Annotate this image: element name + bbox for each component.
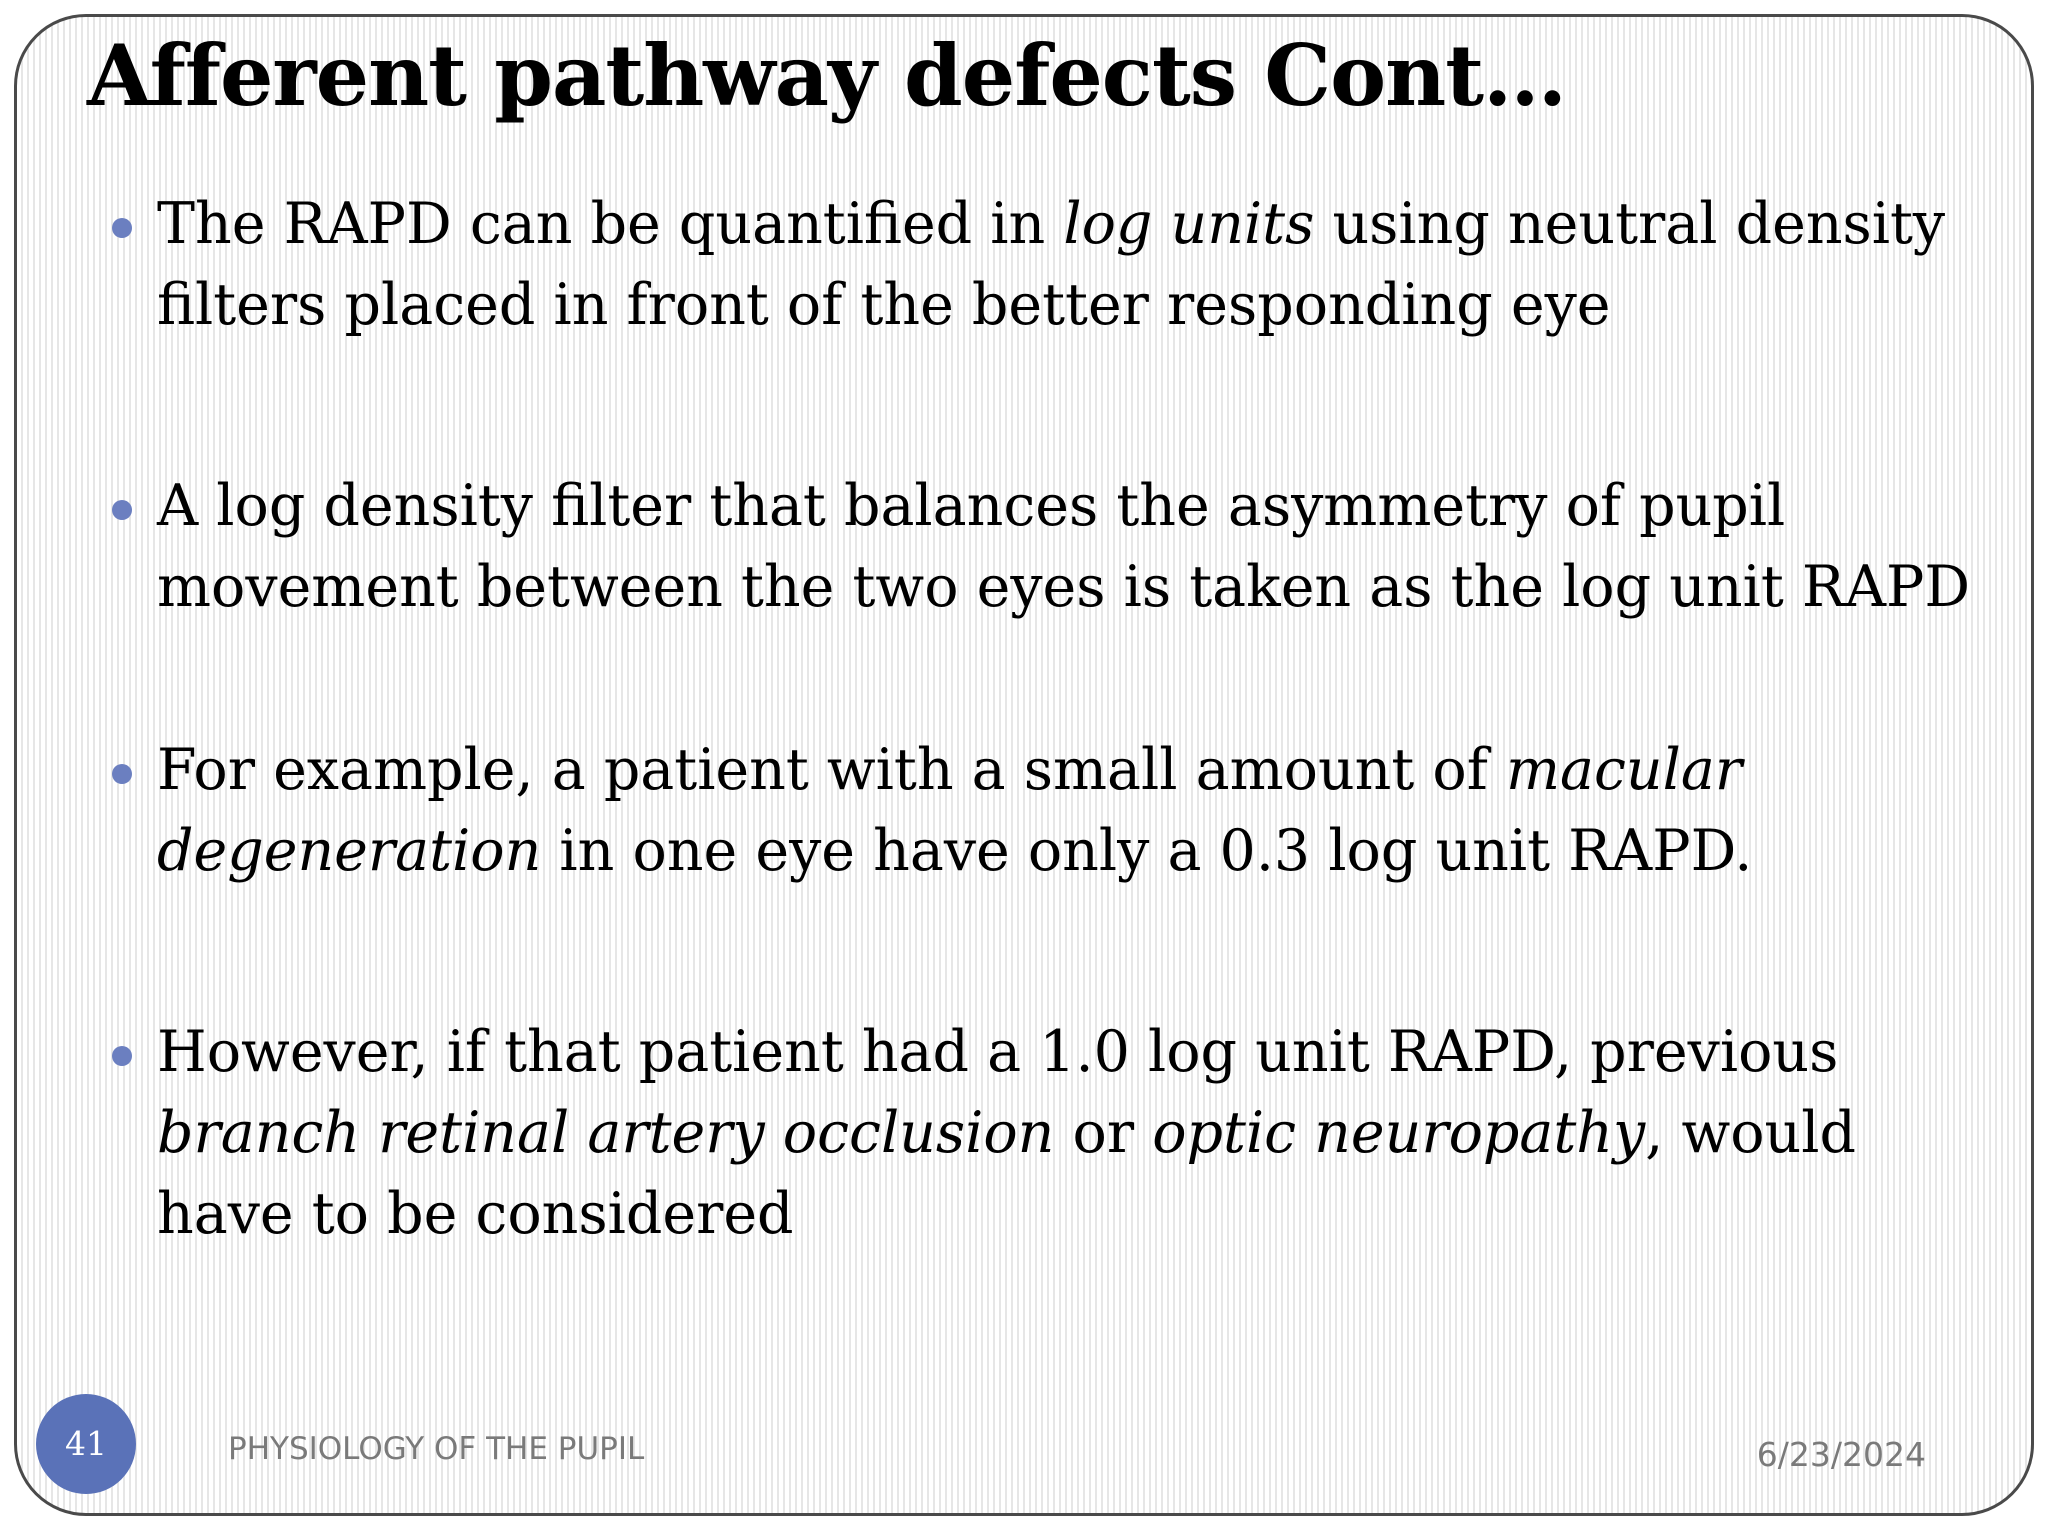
bullet-item [157,466,1987,628]
bullet-text-segment-italic: branch retinal artery occlusion [157,1100,1055,1166]
bullet-text-segment: A log density filter that balances the asymmetry of pupil movement between the two eyes is taken as the log unit RAPD [157,473,1971,620]
bullet-text-segment: However, if that patient had a 1.0 log unit RAPD, previous [157,1019,1839,1085]
bullet-text-segment: in one eye have only a 0.3 log unit RAPD. [541,818,1753,884]
bullet-text-segment-italic: log units [1063,191,1315,257]
bullet-text-segment: or [1054,1100,1153,1166]
bullet-text-segment-italic: optic neuropathy [1152,1100,1646,1166]
bullet-dot-icon [112,764,132,784]
bullet-item [157,730,1987,892]
bullet-text-segment-italic: macular degeneration [157,737,1743,884]
bullet-dot-icon [112,500,132,520]
bullet-list [17,17,2031,1513]
bullet-text-segment: , would have to be considered [157,1100,1856,1247]
bullet-text-segment: For example, a patient with a small amount of [157,737,1506,803]
bullet-dot-icon [112,1046,132,1066]
footer-presentation-title: PHYSIOLOGY OF THE PUPIL [228,1431,645,1467]
slide-number-badge: 41 [36,1394,136,1494]
bullet-text-segment: using neutral density filters placed in front of the better responding eye [157,191,1946,338]
slide-title: Afferent pathway defects Cont… [87,26,1567,125]
bullet-item [157,184,1987,346]
bullet-dot-icon [112,218,132,238]
slide [14,14,2034,1516]
bullet-item [157,1012,1987,1255]
footer-date: 6/23/2024 [1756,1435,1926,1474]
bullet-text-segment: The RAPD can be quantified in [157,191,1064,257]
